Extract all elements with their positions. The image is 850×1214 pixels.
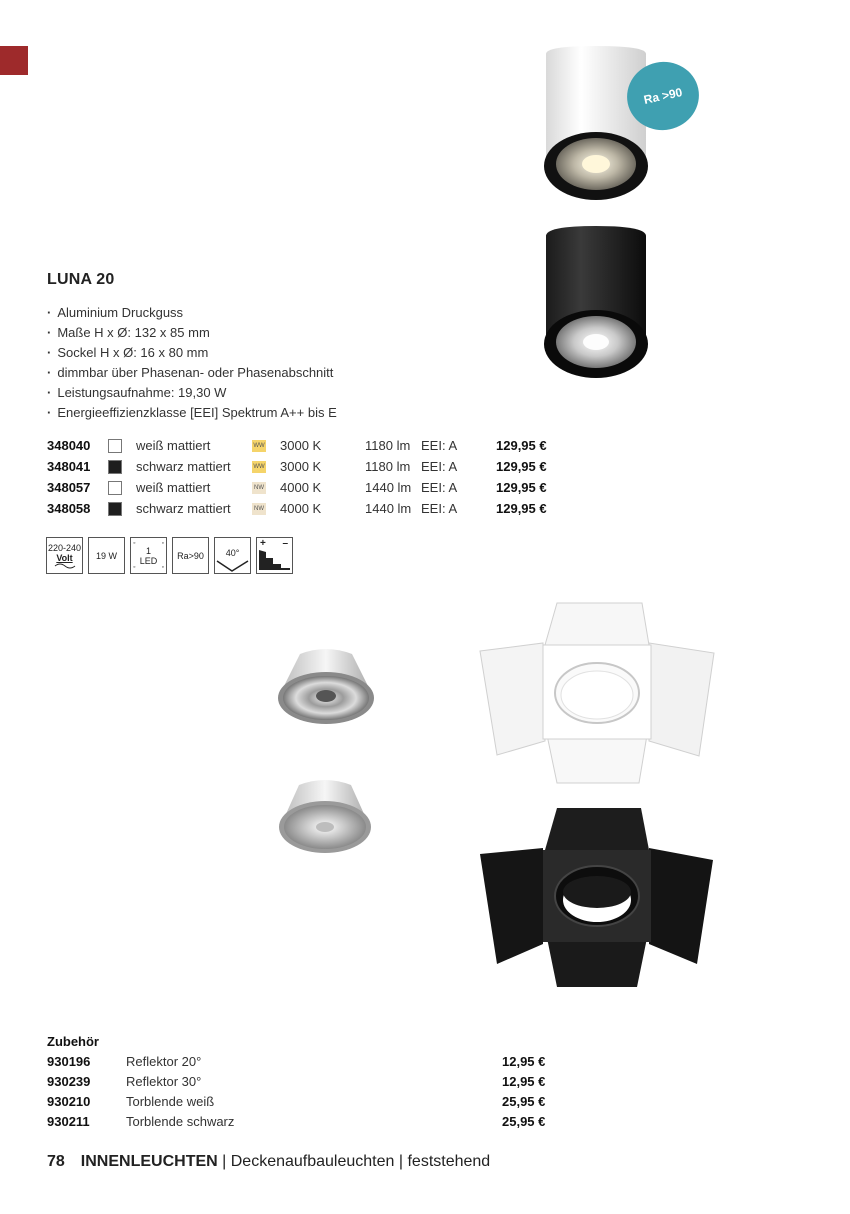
article-number: 348058 xyxy=(47,501,91,516)
type-title: feststehend xyxy=(407,1153,491,1170)
footer-separator: | xyxy=(217,1153,231,1170)
price: 12,95 € xyxy=(502,1054,546,1069)
color-swatch xyxy=(108,460,122,474)
dimmable-icon xyxy=(256,537,293,574)
spec-icon-row xyxy=(46,537,293,574)
voltage-range: 220-240 xyxy=(47,542,82,553)
color-temperature: 3000 K xyxy=(280,459,322,474)
color-swatch xyxy=(108,502,122,516)
dim-plus: + xyxy=(260,538,266,549)
page-number: 78 xyxy=(47,1153,65,1170)
category-title: Deckenaufbauleuchten xyxy=(230,1153,395,1170)
color-name: weiß mattiert xyxy=(136,438,211,453)
beam-cone-icon xyxy=(215,558,250,572)
screw-icon: ◦ xyxy=(161,540,164,547)
feature-item: · Aluminium Druckguss xyxy=(47,303,337,323)
price: 129,95 € xyxy=(496,459,547,474)
light-color-badge: NW xyxy=(252,482,266,494)
article-number: 348040 xyxy=(47,438,91,453)
ra-value: Ra>90 xyxy=(177,550,204,561)
feature-item: · Sockel H x Ø: 16 x 80 mm xyxy=(47,343,337,363)
article-number: 930239 xyxy=(47,1074,91,1089)
color-temperature: 3000 K xyxy=(280,438,322,453)
led-icon xyxy=(130,537,167,574)
color-swatch xyxy=(108,439,122,453)
dimmer-steps-icon xyxy=(257,548,292,572)
reflector-30-image xyxy=(275,775,375,857)
power-value: 19 W xyxy=(95,550,117,561)
feature-list xyxy=(47,303,337,423)
footer-separator: | xyxy=(394,1153,408,1170)
luna-white-image xyxy=(538,44,653,204)
product-title: LUNA 20 xyxy=(47,271,115,288)
accessory-row xyxy=(47,1094,546,1114)
light-color-badge: WW xyxy=(252,440,266,452)
voltage-icon xyxy=(46,537,83,574)
chapter-marker xyxy=(0,46,28,75)
dim-minus: – xyxy=(282,538,288,549)
luminous-flux: 1440 lm xyxy=(365,501,412,516)
screw-icon: ◦ xyxy=(133,540,136,547)
led-count: 1 xyxy=(145,545,151,556)
led-label: LED xyxy=(139,555,158,566)
feature-item: · Energieeffizienzklasse [EEI] Spektrum A++ bis E xyxy=(47,403,337,423)
accessory-table xyxy=(47,1034,546,1134)
accessory-row xyxy=(47,1114,546,1134)
price: 25,95 € xyxy=(502,1114,546,1129)
feature-item: · Maße H x Ø: 132 x 85 mm xyxy=(47,323,337,343)
article-number: 930211 xyxy=(47,1114,90,1129)
ra-icon xyxy=(172,537,209,574)
price: 25,95 € xyxy=(502,1094,546,1109)
accessory-heading: Zubehör xyxy=(47,1034,99,1049)
article-number: 930210 xyxy=(47,1094,91,1109)
screw-icon: ◦ xyxy=(161,564,164,571)
energy-class: EEI: A xyxy=(421,501,458,516)
accessory-row xyxy=(47,1054,546,1074)
color-name: schwarz mattiert xyxy=(136,459,231,474)
luminous-flux: 1440 lm xyxy=(365,480,412,495)
barndoor-black-image xyxy=(477,804,717,989)
section-title: INNENLEUCHTEN xyxy=(80,1153,218,1170)
color-temperature: 4000 K xyxy=(280,480,322,495)
accessory-name: Reflektor 20° xyxy=(126,1054,202,1069)
color-name: weiß mattiert xyxy=(136,480,211,495)
price: 129,95 € xyxy=(496,438,547,453)
energy-class: EEI: A xyxy=(421,438,458,453)
barndoor-white-image xyxy=(477,601,717,786)
light-color-badge: NW xyxy=(252,503,266,515)
article-number: 930196 xyxy=(47,1054,91,1069)
energy-class: EEI: A xyxy=(421,480,458,495)
price: 129,95 € xyxy=(496,501,547,516)
beam-angle-icon xyxy=(214,537,251,574)
color-name: schwarz mattiert xyxy=(136,501,231,516)
accessory-name: Reflektor 30° xyxy=(126,1074,202,1089)
energy-class: EEI: A xyxy=(421,459,458,474)
feature-item: · dimmbar über Phasenan- oder Phasenabschnitt xyxy=(47,363,337,383)
article-number: 348057 xyxy=(47,480,91,495)
light-color-badge: WW xyxy=(252,461,266,473)
beam-angle-value: 40° xyxy=(225,548,240,558)
feature-item: · Leistungsaufnahme: 19,30 W xyxy=(47,383,337,403)
luminous-flux: 1180 lm xyxy=(365,438,411,453)
page-footer xyxy=(47,1153,490,1171)
reflector-20-image xyxy=(274,646,378,728)
screw-icon: ◦ xyxy=(133,564,136,571)
voltage-unit: Volt xyxy=(56,552,73,563)
luna-black-image xyxy=(540,224,652,384)
ac-wave-icon xyxy=(54,563,76,569)
accessory-name: Torblende weiß xyxy=(126,1094,215,1109)
price: 129,95 € xyxy=(496,480,547,495)
power-icon xyxy=(88,537,125,574)
accessory-name: Torblende schwarz xyxy=(126,1114,235,1129)
ra-badge: Ra >90 xyxy=(621,55,706,136)
luminous-flux: 1180 lm xyxy=(365,459,411,474)
price: 12,95 € xyxy=(502,1074,546,1089)
accessory-row xyxy=(47,1074,546,1094)
article-number: 348041 xyxy=(47,459,91,474)
color-temperature: 4000 K xyxy=(280,501,322,516)
color-swatch xyxy=(108,481,122,495)
